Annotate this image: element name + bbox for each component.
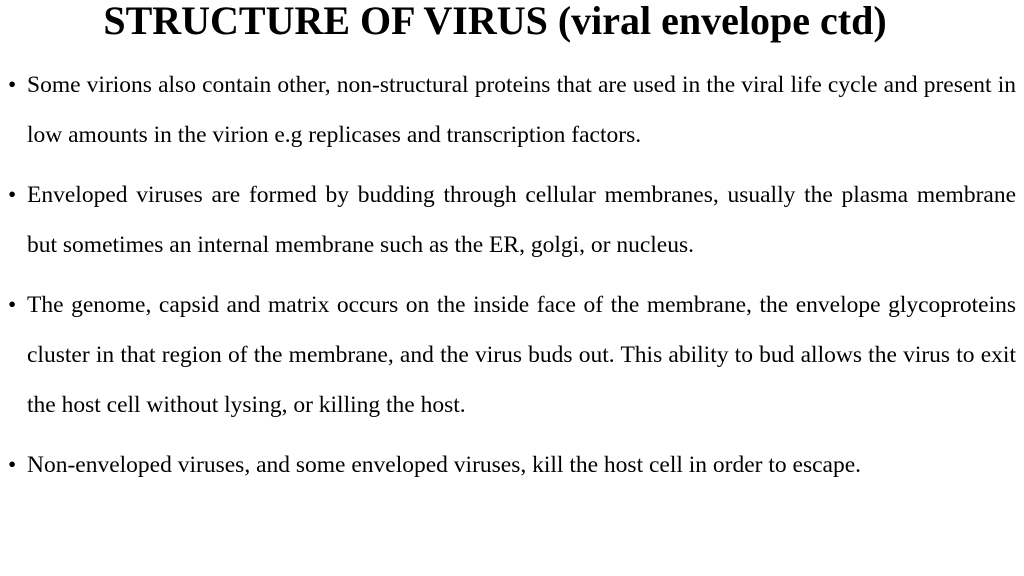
bullet-item [8, 60, 1016, 160]
slide-title: STRUCTURE OF VIRUS (viral envelope ctd) [103, 0, 887, 43]
bullet-item [8, 170, 1016, 270]
bullet-icon: • [8, 182, 17, 208]
bullet-icon: • [8, 452, 17, 478]
bullet-item [8, 440, 1016, 490]
bullet-text: The genome, capsid and matrix occurs on the inside face of the membrane, the envelope glycoproteins cluster in that region of the membrane, and the virus buds out. This ability to bud allows the virus to exit the host cell without lysing, or killing the host. [27, 292, 1016, 418]
bullet-icon: • [8, 72, 17, 98]
bullet-text: Non-enveloped viruses, and some enveloped viruses, kill the host cell in order to escape. [27, 452, 862, 478]
bullet-list [8, 60, 1016, 500]
bullet-icon: • [8, 292, 17, 318]
bullet-text: Enveloped viruses are formed by budding through cellular membranes, usually the plasma membrane but sometimes an internal membrane such as the ER, golgi, or nucleus. [27, 182, 1016, 258]
bullet-text: Some virions also contain other, non-structural proteins that are used in the viral life cycle and present in low amounts in the virion e.g replicases and transcription factors. [27, 72, 1016, 148]
bullet-item [8, 280, 1016, 430]
